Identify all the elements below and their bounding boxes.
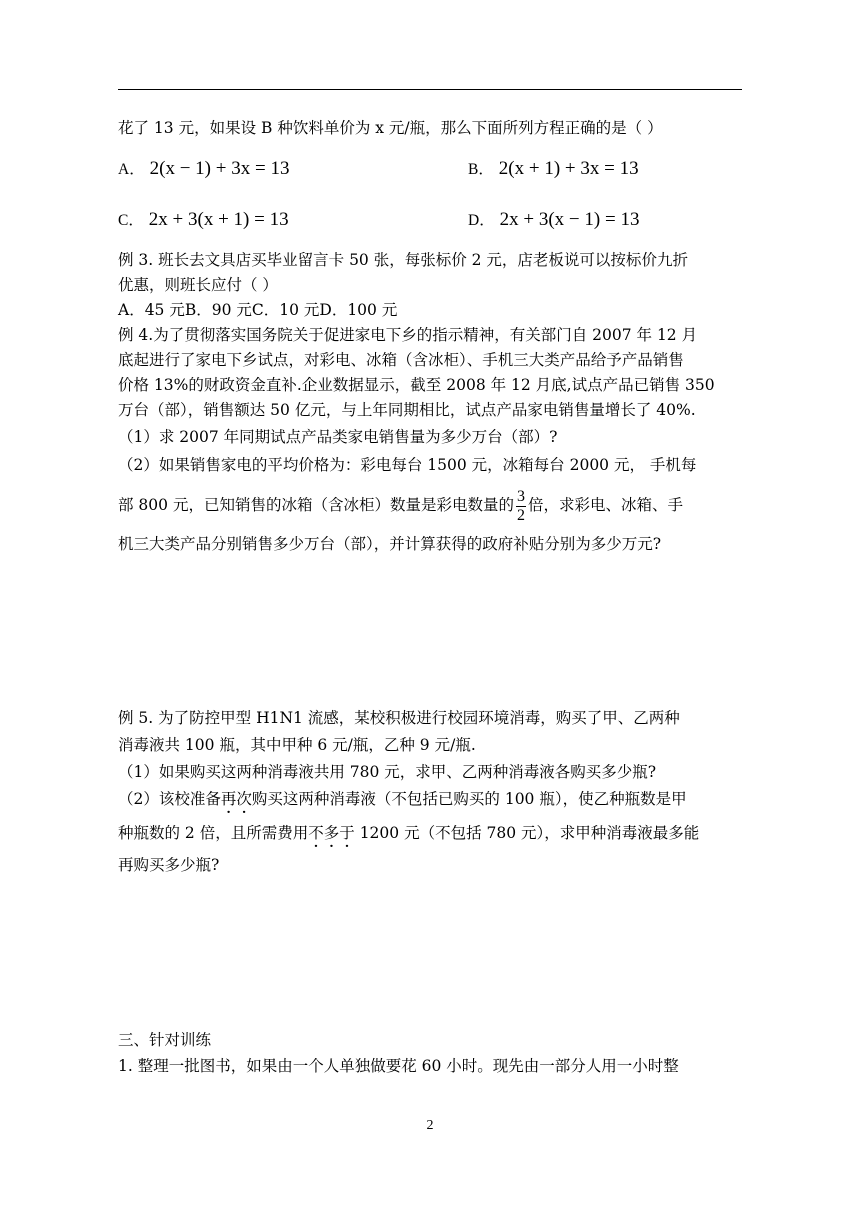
ex4-q2-line2 — [118, 488, 683, 524]
emphasis-char-ci: 次 — [236, 790, 252, 808]
ex5-q2-line2-post: 1200 元（不包括 780 元），求甲种消毒液最多能 — [354, 824, 700, 842]
option-b-label: B． — [468, 161, 494, 178]
ex4-line2: 底起进行了家电下乡试点，对彩电、冰箱（含冰柜）、手机三大类产品给予产品销售 — [118, 351, 684, 369]
ex5-q2-line1 — [118, 789, 687, 809]
ex4-q2-line2-post: 倍，求彩电、冰箱、手 — [527, 496, 683, 514]
option-a-label: A． — [118, 161, 145, 178]
ex5-q2-post: 购买这两种消毒液（不包括已购买的 100 瓶），使乙种瓶数是甲 — [251, 790, 687, 808]
ex5-line1: 例 5. 为了防控甲型 H1N1 流感，某校积极进行校园环境消毒，购买了甲、乙两种 — [118, 709, 680, 727]
ex3-line1: 例 3. 班长去文具店买毕业留言卡 50 张，每张标价 2 元，店老板说可以按标价九折 — [118, 251, 688, 269]
ex4-line3: 价格 13%的财政资金直补.企业数据显示，截至 2008 年 12 月底,试点产品已销售 350 — [118, 376, 715, 394]
ex5-q2-line2-pre: 种瓶数的 2 倍，且所需费用 — [118, 824, 309, 842]
option-d-expr: 2x + 3(x − 1) = 13 — [499, 209, 640, 230]
page-number: 2 — [426, 1118, 434, 1133]
option-d — [468, 208, 639, 231]
section3-item1: 1. 整理一批图书，如果由一个人单独做要花 60 小时。现先由一部分人用一小时整 — [118, 1057, 679, 1075]
option-b — [468, 157, 639, 180]
emphasis-char-bu: 不 — [308, 824, 324, 842]
ex5-q2-line3: 再购买多少瓶? — [118, 856, 220, 874]
fraction-denominator: 2 — [516, 506, 525, 524]
option-c-expr: 2x + 3(x + 1) = 13 — [148, 209, 289, 230]
ex4-q2-line1: （2）如果销售家电的平均价格为：彩电每台 1500 元，冰箱每台 2000 元， 手机每 — [118, 456, 697, 474]
q2-stem: 花了 13 元，如果设 B 种饮料单价为 x 元/瓶，那么下面所列方程正确的是（ ） — [118, 119, 663, 137]
emphasis-char-yu: 于 — [339, 824, 355, 842]
option-a-expr: 2(x − 1) + 3x = 13 — [149, 158, 290, 179]
option-d-label: D． — [468, 212, 495, 229]
ex3-line2: 优惠，则班长应付（ ） — [118, 276, 278, 294]
ex5-q2-pre: （2）该校准备 — [118, 790, 221, 808]
ex4-line1: 例 4.为了贯彻落实国务院关于促进家电下乡的指示精神，有关部门自 2007 年 12 月 — [118, 326, 698, 344]
section3-title: 三、针对训练 — [118, 1031, 212, 1049]
fraction-numerator: 3 — [516, 487, 525, 505]
option-a — [118, 157, 289, 180]
ex4-q1: （1）求 2007 年同期试点产品类家电销售量为多少万台（部）? — [118, 428, 558, 446]
ex4-q2-line2-pre: 部 800 元，已知销售的冰箱（含冰柜）数量是彩电数量的 — [118, 496, 514, 514]
header-rule — [118, 89, 742, 90]
option-c — [118, 208, 289, 231]
ex5-line2: 消毒液共 100 瓶，其中甲种 6 元/瓶，乙种 9 元/瓶. — [118, 736, 476, 754]
ex3-options: A．45 元B．90 元C．10 元D．100 元 — [118, 301, 398, 319]
option-b-expr: 2(x + 1) + 3x = 13 — [498, 158, 639, 179]
ex5-q2-line2 — [118, 823, 699, 843]
fraction-three-halves — [516, 489, 526, 524]
emphasis-char-duo: 多 — [323, 824, 340, 842]
ex4-line4: 万台（部），销售额达 50 亿元，与上年同期相比，试点产品家电销售量增长了 40%. — [118, 401, 696, 419]
ex5-q1: （1）如果购买这两种消毒液共用 780 元，求甲、乙两种消毒液各购买多少瓶? — [118, 763, 657, 781]
emphasis-char-zai: 再 — [220, 790, 237, 808]
option-c-label: C． — [118, 212, 144, 229]
ex4-q2-line3: 机三大类产品分别销售多少万台（部），并计算获得的政府补贴分别为多少万元? — [118, 535, 662, 553]
